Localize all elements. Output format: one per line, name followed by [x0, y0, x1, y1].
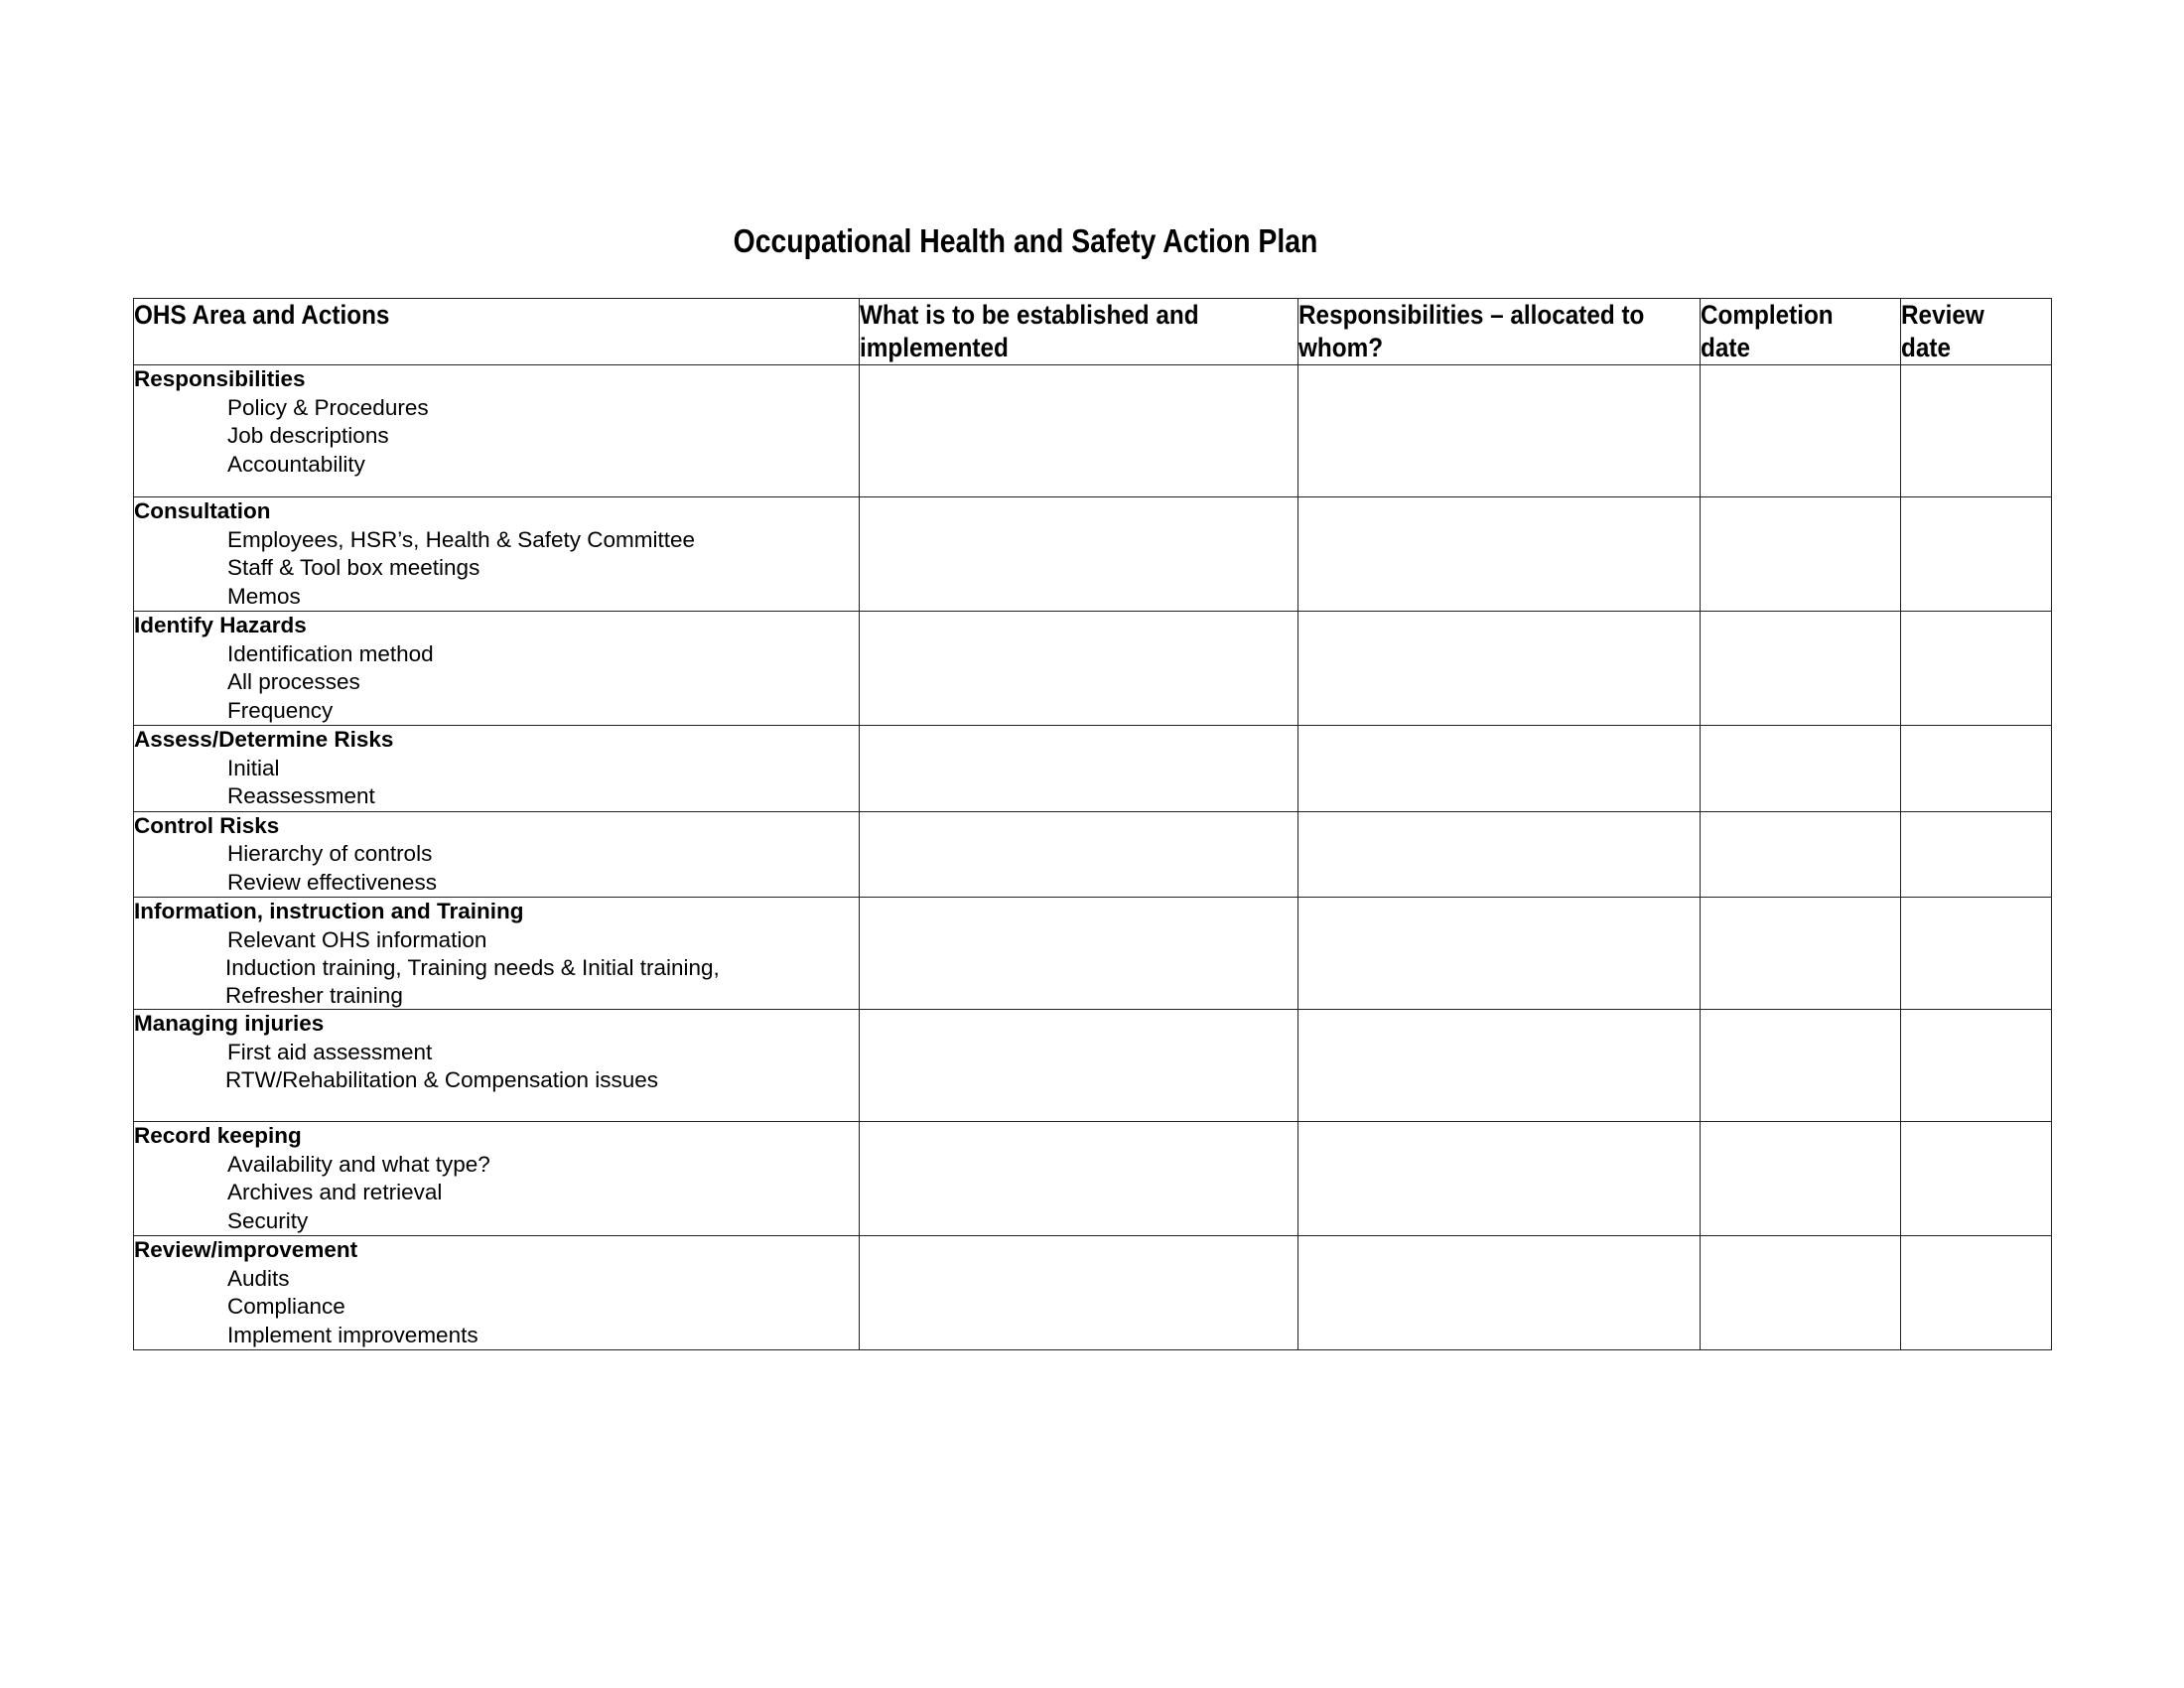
- area-item: All processes: [227, 669, 360, 694]
- established-cell[interactable]: [860, 1236, 1298, 1350]
- table-row: [134, 898, 2052, 1010]
- review-date-cell[interactable]: [1901, 811, 2052, 898]
- established-cell[interactable]: [860, 726, 1298, 812]
- responsibilities-cell[interactable]: [1298, 497, 1701, 612]
- header-review-date: [1901, 299, 2052, 365]
- header-responsibilities-line-2: whom?: [1298, 333, 1384, 362]
- area-item: Staff & Tool box meetings: [227, 555, 480, 580]
- area-cell-identify-hazards: [134, 612, 860, 726]
- area-item: Hierarchy of controls: [227, 841, 433, 866]
- area-item: Identification method: [227, 640, 434, 666]
- table-row: [134, 365, 2052, 497]
- completion-date-cell[interactable]: [1701, 898, 1901, 1010]
- completion-date-cell[interactable]: [1701, 1010, 1901, 1122]
- header-row: [134, 299, 2052, 365]
- header-established: [860, 299, 1298, 365]
- area-item: Employees, HSR’s, Health & Safety Committee: [227, 526, 696, 552]
- review-date-cell[interactable]: [1901, 1236, 2052, 1350]
- completion-date-cell[interactable]: [1701, 497, 1901, 612]
- responsibilities-cell[interactable]: [1298, 365, 1701, 497]
- completion-date-cell[interactable]: [1701, 612, 1901, 726]
- header-ohs-area-label: OHS Area and Actions: [134, 300, 390, 330]
- established-cell[interactable]: [860, 1010, 1298, 1122]
- area-title: Responsibilities: [134, 366, 306, 391]
- area-title: Record keeping: [134, 1123, 302, 1148]
- area-item: Policy & Procedures: [227, 394, 429, 420]
- area-item: Job descriptions: [227, 423, 389, 448]
- area-item: Reassessment: [227, 783, 375, 808]
- area-title: Assess/Determine Risks: [134, 727, 394, 752]
- action-plan-table: [133, 298, 2052, 1350]
- table-row: [134, 811, 2052, 898]
- area-item: Audits: [227, 1265, 290, 1291]
- page-title: Occupational Health and Safety Action Plan: [733, 222, 1318, 259]
- responsibilities-cell[interactable]: [1298, 1236, 1701, 1350]
- area-item: Availability and what type?: [227, 1151, 490, 1177]
- area-item: Security: [227, 1207, 309, 1233]
- header-completion-date: [1701, 299, 1901, 365]
- area-item: Implement improvements: [227, 1322, 478, 1347]
- area-item: Accountability: [227, 451, 365, 477]
- header-responsibilities-line-1: Responsibilities – allocated to: [1298, 300, 1645, 330]
- area-cell-responsibilities: [134, 365, 860, 497]
- area-item: Compliance: [227, 1294, 345, 1319]
- completion-date-cell[interactable]: [1701, 365, 1901, 497]
- header-completion-line-2: date: [1701, 333, 1750, 362]
- area-cell-review-improvement: [134, 1236, 860, 1350]
- area-item: Refresher training: [225, 982, 403, 1008]
- area-title: Identify Hazards: [134, 613, 307, 637]
- completion-date-cell[interactable]: [1701, 1122, 1901, 1236]
- header-review-line-2: date: [1901, 333, 1951, 362]
- completion-date-cell[interactable]: [1701, 726, 1901, 812]
- area-cell-managing-injuries: [134, 1010, 860, 1122]
- header-established-line-2: implemented: [860, 333, 1009, 362]
- review-date-cell[interactable]: [1901, 365, 2052, 497]
- area-cell-consultation: [134, 497, 860, 612]
- area-item: First aid assessment: [227, 1039, 433, 1064]
- table-row: [134, 1236, 2052, 1350]
- header-responsibilities: [1298, 299, 1701, 365]
- responsibilities-cell[interactable]: [1298, 1122, 1701, 1236]
- area-cell-control-risks: [134, 811, 860, 898]
- completion-date-cell[interactable]: [1701, 1236, 1901, 1350]
- header-completion-line-1: Completion: [1701, 300, 1834, 330]
- table-row: [134, 1122, 2052, 1236]
- responsibilities-cell[interactable]: [1298, 898, 1701, 1010]
- area-item: Review effectiveness: [227, 869, 437, 895]
- review-date-cell[interactable]: [1901, 1122, 2052, 1236]
- established-cell[interactable]: [860, 811, 1298, 898]
- area-title: Managing injuries: [134, 1011, 325, 1036]
- established-cell[interactable]: [860, 497, 1298, 612]
- area-title: Information, instruction and Training: [134, 899, 524, 923]
- review-date-cell[interactable]: [1901, 497, 2052, 612]
- established-cell[interactable]: [860, 365, 1298, 497]
- review-date-cell[interactable]: [1901, 1010, 2052, 1122]
- responsibilities-cell[interactable]: [1298, 726, 1701, 812]
- area-item: Memos: [227, 583, 301, 609]
- table-row: [134, 1010, 2052, 1122]
- area-item: Frequency: [227, 697, 334, 723]
- header-ohs-area: [134, 299, 860, 365]
- completion-date-cell[interactable]: [1701, 811, 1901, 898]
- review-date-cell[interactable]: [1901, 612, 2052, 726]
- area-item: Archives and retrieval: [227, 1180, 443, 1204]
- established-cell[interactable]: [860, 612, 1298, 726]
- area-cell-record-keeping: [134, 1122, 860, 1236]
- area-title: Consultation: [134, 498, 271, 523]
- responsibilities-cell[interactable]: [1298, 1010, 1701, 1122]
- established-cell[interactable]: [860, 1122, 1298, 1236]
- table-row: [134, 612, 2052, 726]
- area-title: Review/improvement: [134, 1237, 358, 1262]
- area-cell-information-training: [134, 898, 860, 1010]
- area-item: Induction training, Training needs & Initial training,: [225, 955, 720, 980]
- area-title: Control Risks: [134, 812, 280, 838]
- established-cell[interactable]: [860, 898, 1298, 1010]
- area-cell-assess-risks: [134, 726, 860, 812]
- review-date-cell[interactable]: [1901, 898, 2052, 1010]
- table-row: [134, 497, 2052, 612]
- responsibilities-cell[interactable]: [1298, 811, 1701, 898]
- responsibilities-cell[interactable]: [1298, 612, 1701, 726]
- table-row: [134, 726, 2052, 812]
- review-date-cell[interactable]: [1901, 726, 2052, 812]
- header-established-line-1: What is to be established and: [860, 300, 1199, 330]
- area-item: RTW/Rehabilitation & Compensation issues: [225, 1067, 659, 1092]
- area-item: Initial: [227, 755, 280, 780]
- area-item: Relevant OHS information: [227, 926, 487, 952]
- header-review-line-1: Review: [1901, 300, 1984, 330]
